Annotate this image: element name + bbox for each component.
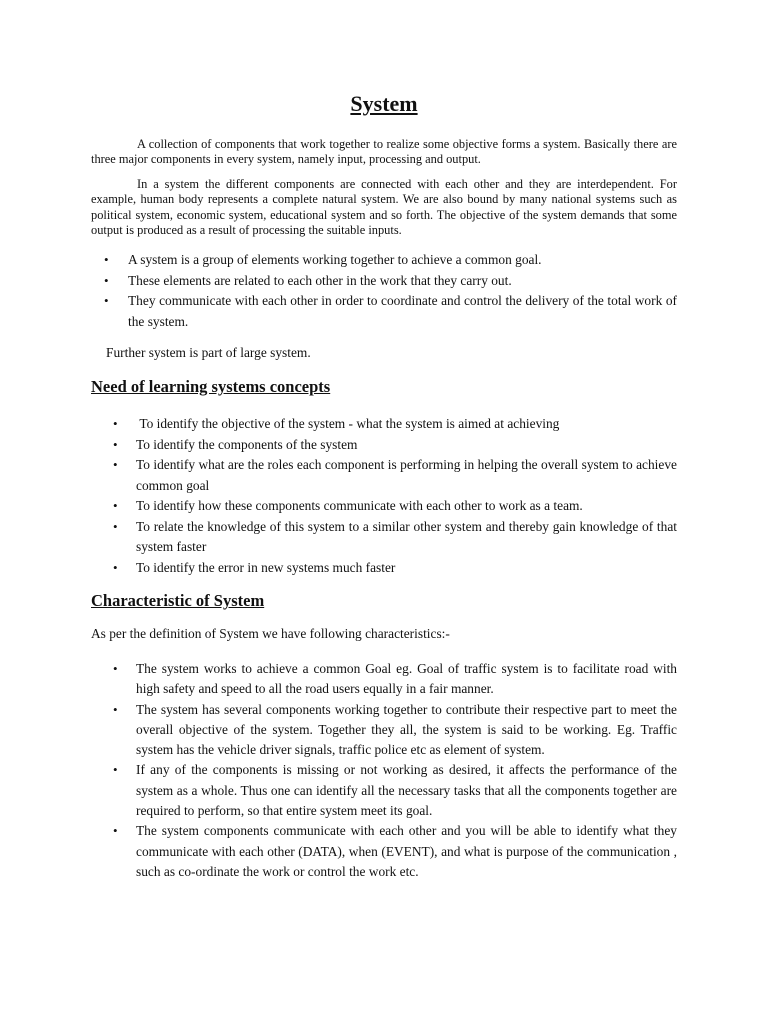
- list-item-text: To relate the knowledge of this system to a similar other system and thereby gain knowledge of that system faster: [136, 518, 677, 554]
- list-item-text: To identify the error in new systems much faster: [136, 559, 396, 575]
- bullet-icon: •: [113, 762, 118, 778]
- page-title: System: [350, 91, 418, 116]
- list-item: [113, 700, 677, 761]
- list-item: [113, 435, 677, 456]
- need-heading: Need of learning systems concepts: [91, 377, 331, 396]
- bullet-icon: •: [113, 823, 118, 839]
- system-points-list: [104, 250, 677, 332]
- list-item: [113, 659, 677, 700]
- list-item-text: These elements are related to each other in the work that they carry out.: [128, 272, 512, 288]
- list-item-text: To identify the components of the system: [136, 436, 358, 452]
- bullet-icon: •: [113, 661, 118, 676]
- further-text: Further system is part of large system.: [106, 345, 311, 360]
- bullet-icon: •: [113, 518, 118, 534]
- components-paragraph: In a system the different components are connected with each other and they are interdependent. For example, human body represents a complete natural system. We are also bound by many national systems such as political system, economic system, educational system and so forth. The objective of the system demands that some output is produced as a result of processing the suitable inputs.: [91, 177, 677, 237]
- characteristic-heading: Characteristic of System: [91, 591, 265, 610]
- list-item: [113, 821, 677, 882]
- bullet-icon: •: [113, 416, 118, 431]
- bullet-icon: •: [104, 293, 109, 308]
- list-item: [113, 414, 677, 435]
- list-item: [113, 455, 677, 496]
- characteristic-intro: As per the definition of System we have following characteristics:-: [91, 626, 450, 641]
- list-item-text: The system has several components working together to contribute their respective part to meet the overall objective of the system. Together they all, the system is said to be working. Eg. Traffic system has the vehicle driver signals, traffic police etc as element of system.: [136, 701, 677, 758]
- bullet-icon: •: [113, 457, 118, 472]
- bullet-icon: •: [113, 498, 118, 513]
- bullet-icon: •: [104, 272, 109, 288]
- list-item: [104, 250, 677, 271]
- list-item: [104, 271, 677, 292]
- list-item: [113, 517, 677, 558]
- list-item-text: To identify what are the roles each component is performing in helping the overall system to achieve common goal: [136, 457, 677, 493]
- list-item-text: They communicate with each other in order to coordinate and control the delivery of the total work of the system.: [128, 293, 677, 329]
- list-item: [104, 291, 677, 332]
- list-item: [113, 760, 677, 821]
- list-item-text: To identify the objective of the system - what the system is aimed at achieving: [136, 416, 560, 431]
- bullet-icon: •: [113, 436, 118, 452]
- list-item-text: The system components communicate with each other and you will be able to identify what they communicate with each other (DATA), when (EVENT), and what is purpose of the communication , such as co-ordinate the work or control the work etc.: [136, 823, 677, 879]
- list-item: [113, 496, 677, 517]
- list-item-text: To identify how these components communicate with each other to work as a team.: [136, 498, 583, 513]
- characteristic-list: [113, 659, 677, 882]
- need-list: [113, 414, 677, 578]
- list-item: [113, 558, 677, 579]
- bullet-icon: •: [113, 701, 118, 717]
- bullet-icon: •: [104, 252, 109, 267]
- intro-paragraph: A collection of components that work together to realize some objective forms a system. Basically there are three major components in every system, namely input, processing and output.: [91, 137, 677, 167]
- list-item-text: A system is a group of elements working together to achieve a common goal.: [128, 252, 542, 267]
- bullet-icon: •: [113, 559, 118, 575]
- list-item-text: If any of the components is missing or not working as desired, it affects the performance of the system as a whole. Thus one can identify all the necessary tasks that all the components together are required to perform, so that entire system meet its goal.: [136, 762, 677, 819]
- list-item-text: The system works to achieve a common Goal eg. Goal of traffic system is to facilitate road with high safety and speed to all the road users equally in a fair manner.: [136, 661, 677, 697]
